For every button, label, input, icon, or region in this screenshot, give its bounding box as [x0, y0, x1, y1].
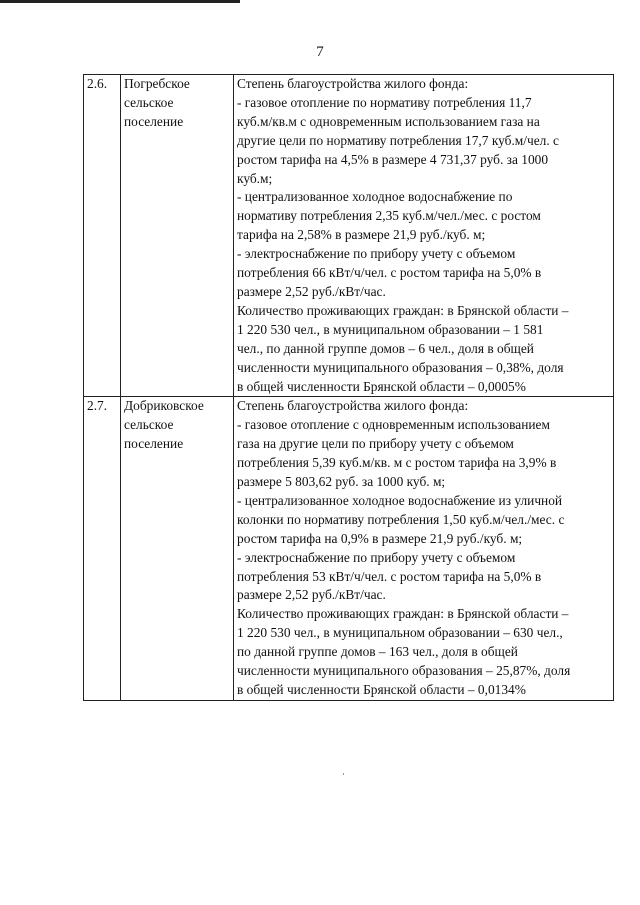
- row-number-cell: 2.6.: [84, 75, 121, 397]
- settlement-name-line: Добриковское: [124, 398, 204, 414]
- table-body: [84, 75, 614, 701]
- row-number-cell: 2.7.: [84, 397, 121, 701]
- settlement-name-line: поселение: [124, 436, 184, 452]
- description-line: другие цели по нормативу потребления 17,7 куб.м/чел. с: [237, 132, 560, 148]
- description-line: в общей численности Брянской области – 0,0134%: [237, 682, 526, 697]
- description-line: тарифа на 2,58% в размере 21,9 руб./куб. м;: [237, 227, 486, 243]
- description-line: - централизованное холодное водоснабжение из уличной: [237, 492, 563, 508]
- description-line: колонки по нормативу потребления 1,50 куб.м/чел./мес. с: [237, 511, 565, 527]
- description-line: чел., по данной группе домов – 6 чел., доля в общей: [237, 340, 534, 356]
- settlement-name-line: Погребское: [124, 76, 190, 91]
- description-line: ростом тарифа на 4,5% в размере 4 731,37 руб. за 1000: [237, 151, 549, 167]
- description-line: - централизованное холодное водоснабжение по: [237, 189, 513, 205]
- description-line: газа на другие цели по прибору учету с объемом: [237, 436, 514, 452]
- description-line: численности муниципального образования – 25,87%, доля: [237, 663, 571, 679]
- top-edge-line: [0, 0, 240, 3]
- description-line: Степень благоустройства жилого фонда:: [237, 76, 469, 91]
- description-line: Количество проживающих граждан: в Брянской области –: [237, 606, 569, 622]
- scan-speck: [343, 773, 344, 775]
- description-line: размере 5 803,62 руб. за 1000 куб. м;: [237, 474, 446, 490]
- description-cell: [234, 397, 614, 701]
- settlement-name-line: сельское: [124, 94, 174, 110]
- description-line: - электроснабжение по прибору учету с объемом: [237, 549, 516, 565]
- settlement-name-line: сельское: [124, 417, 174, 433]
- description-line: - газовое отопление с одновременным использованием: [237, 417, 550, 433]
- description-line: 1 220 530 чел., в муниципальном образовании – 630 чел.,: [237, 625, 563, 641]
- description-line: потребления 66 кВт/ч/чел. с ростом тарифа на 5,0% в: [237, 265, 542, 281]
- settlement-name-line: поселение: [124, 113, 184, 129]
- table-row: [84, 397, 614, 701]
- description-line: - электроснабжение по прибору учету с объемом: [237, 246, 516, 262]
- settlement-name-cell: [121, 75, 234, 397]
- description-line: куб.м/кв.м с одновременным использованием газа на: [237, 113, 540, 129]
- description-line: Количество проживающих граждан: в Брянской области –: [237, 302, 569, 318]
- description-line: куб.м;: [237, 170, 273, 186]
- description-line: - газовое отопление по нормативу потребления 11,7: [237, 94, 532, 110]
- description-line: потребления 5,39 куб.м/кв. м с ростом тарифа на 3,9% в: [237, 455, 557, 471]
- description-line: 1 220 530 чел., в муниципальном образовании – 1 581: [237, 321, 544, 337]
- description-line: нормативу потребления 2,35 куб.м/чел./мес. с ростом: [237, 208, 541, 224]
- settlements-table: [83, 74, 614, 701]
- description-line: в общей численности Брянской области – 0,0005%: [237, 378, 526, 394]
- description-line: размере 2,52 руб./кВт/час.: [237, 587, 386, 603]
- description-line: размере 2,52 руб./кВт/час.: [237, 283, 386, 299]
- settlement-name-cell: [121, 397, 234, 701]
- description-line: по данной группе домов – 163 чел., доля в общей: [237, 644, 518, 660]
- description-cell: [234, 75, 614, 397]
- description-line: ростом тарифа на 0,9% в размере 21,9 руб./куб. м;: [237, 530, 523, 546]
- description-line: потребления 53 кВт/ч/чел. с ростом тарифа на 5,0% в: [237, 568, 542, 584]
- page-number: 7: [316, 44, 324, 60]
- description-line: Степень благоустройства жилого фонда:: [237, 398, 469, 414]
- description-line: численности муниципального образования – 0,38%, доля: [237, 359, 564, 375]
- table-row: [84, 75, 614, 397]
